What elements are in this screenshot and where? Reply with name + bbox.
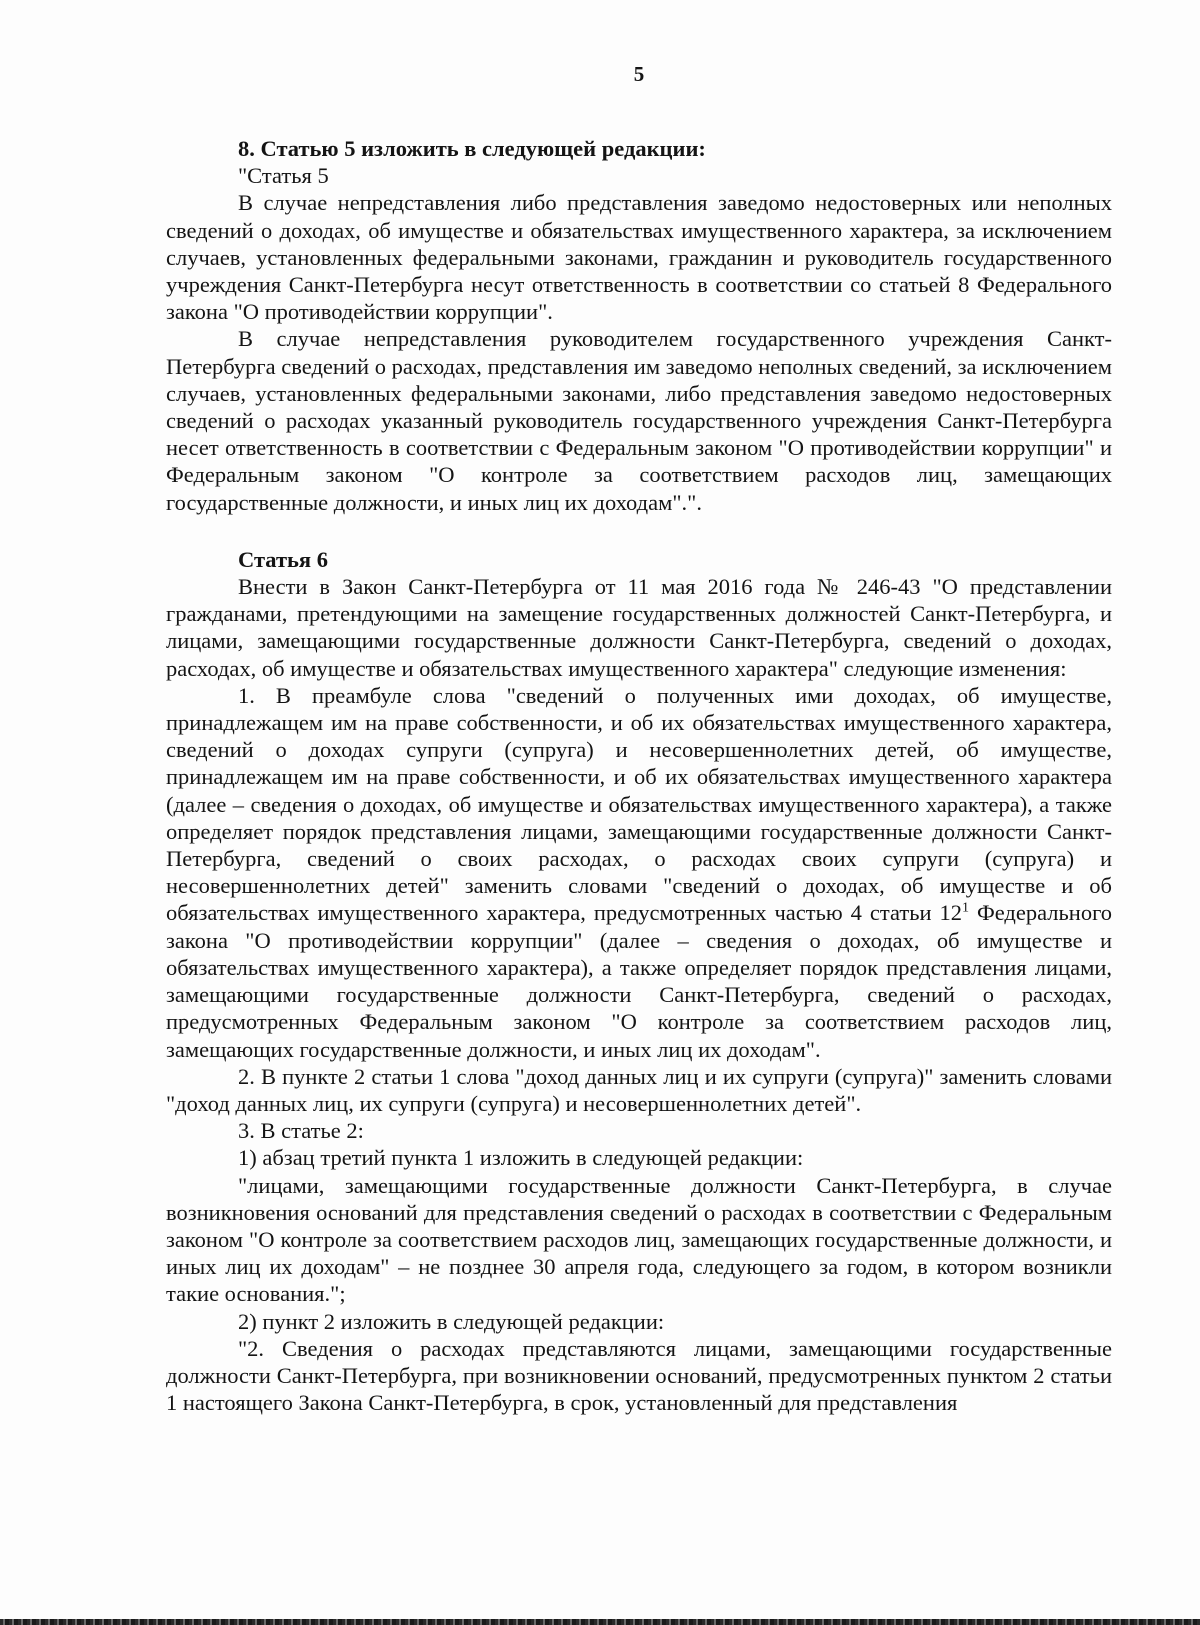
- article5-paragraph-1: В случае непредставления либо представления заведомо недостоверных или неполных сведений о доходах, об имуществе и обязательствах имущественного характера, за исключением случаев, установленных федеральными законами, гражданин и руководитель государственного учреждения Санкт-Петербурга несут ответственность в соответствии со статьей 8 Федерального закона "О противодействии коррупции".: [166, 190, 1112, 325]
- section-gap: [166, 516, 1112, 546]
- scan-edge-artifact: [0, 1619, 1200, 1625]
- article5-paragraph-2: В случае непредставления руководителем государственного учреждения Санкт-Петербурга сведений о расходах, представления им заведомо неполных сведений, за исключением случаев, установленных федеральными законами, либо представления заведомо недостоверных сведений о расходах указанный руководитель государственного учреждения Санкт-Петербурга несет ответственность в соответствии с Федеральным законом "О противодействии коррупции" и Федеральным законом "О контроле за соответствием расходов лиц, замещающих государственные должности, и иных лиц их доходам".".: [166, 326, 1112, 515]
- page-number: 5: [633, 62, 645, 86]
- document-body: [166, 135, 1112, 1416]
- item8-heading-text: 8. Статью 5 изложить в следующей редакции:: [238, 136, 706, 161]
- article6-item-3-sub-1: 1) абзац третий пункта 1 изложить в следующей редакции:: [238, 1145, 804, 1171]
- article6-title: [166, 546, 1112, 573]
- article6-item-3-sub-2: 2) пункт 2 изложить в следующей редакции:: [238, 1308, 665, 1334]
- article6-title-text: Статья 6: [238, 546, 328, 572]
- item8-heading: [166, 135, 1112, 162]
- article5-title: "Статья 5: [238, 163, 329, 189]
- article6-item-3-sub-1-quote: "лицами, замещающими государственные должности Санкт-Петербурга, в случае возникновения оснований для представления сведений о расходах в соответствии с Федеральным законом "О контроле за соответствием расходов лиц, замещающих государственные должности, и иных лиц их доходам" – не позднее 30 апреля года, следующего за годом, в котором возникли такие основания.";: [166, 1172, 1112, 1307]
- article6-item-2: 2. В пункте 2 статьи 1 слова "доход данных лиц и их супруги (супруга)" заменить словами "доход данных лиц, их супруги (супруга) и несовершеннолетних детей".: [166, 1063, 1112, 1116]
- article6-item-1: [166, 682, 1112, 1063]
- article6-item-1-superscript: 1: [961, 900, 969, 916]
- article6-item-1-part-a: 1. В преамбуле слова "сведений о полученных ими доходах, об имуществе, принадлежащем им на праве собственности, и об их обязательствах имущественного характера, сведений о доходах супруги (супруга) и несовершеннолетних детей, об имуществе, принадлежащем им на праве собственности, и об их обязательствах имущественного характера (далее – сведения о доходах, об имуществе и обязательствах имущественного характера), а также определяет порядок представления лицами, замещающими государственные должности Санкт-Петербурга, сведений о своих расходах, о расходах своих супруги (супруга) и несовершеннолетних детей" заменить словами "сведений о доходах, об имуществе и об обязательствах имущественного характера, предусмотренных частью 4 статьи 12: [166, 682, 1112, 926]
- article6-item-3-sub-2-quote: "2. Сведения о расходах представляются лицами, замещающими государственные должности Санкт-Петербурга, при возникновении оснований, предусмотренных пунктом 2 статьи 1 настоящего Закона Санкт-Петербурга, в срок, установленный для представления: [166, 1335, 1112, 1416]
- article6-item-3: 3. В статье 2:: [238, 1118, 364, 1144]
- article6-item-1-part-b: Федерального закона "О противодействии коррупции" (далее – сведения о доходах, об имуществе и обязательствах имущественного характера), а также определяет порядок представления лицами, замещающими государственные должности Санкт-Петербурга, сведений о расходах, предусмотренных Федеральным законом "О контроле за соответствием расходов лиц, замещающих государственные должности, и иных лиц их доходам".: [166, 900, 1112, 1062]
- article6-intro: Внести в Закон Санкт-Петербурга от 11 мая 2016 года № 246-43 "О представлении гражданами, претендующими на замещение государственных должностей Санкт-Петербурга, и лицами, замещающими государственные должности Санкт-Петербурга, сведений о доходах, расходах, об имуществе и обязательствах имущественного характера" следующие изменения:: [166, 574, 1112, 681]
